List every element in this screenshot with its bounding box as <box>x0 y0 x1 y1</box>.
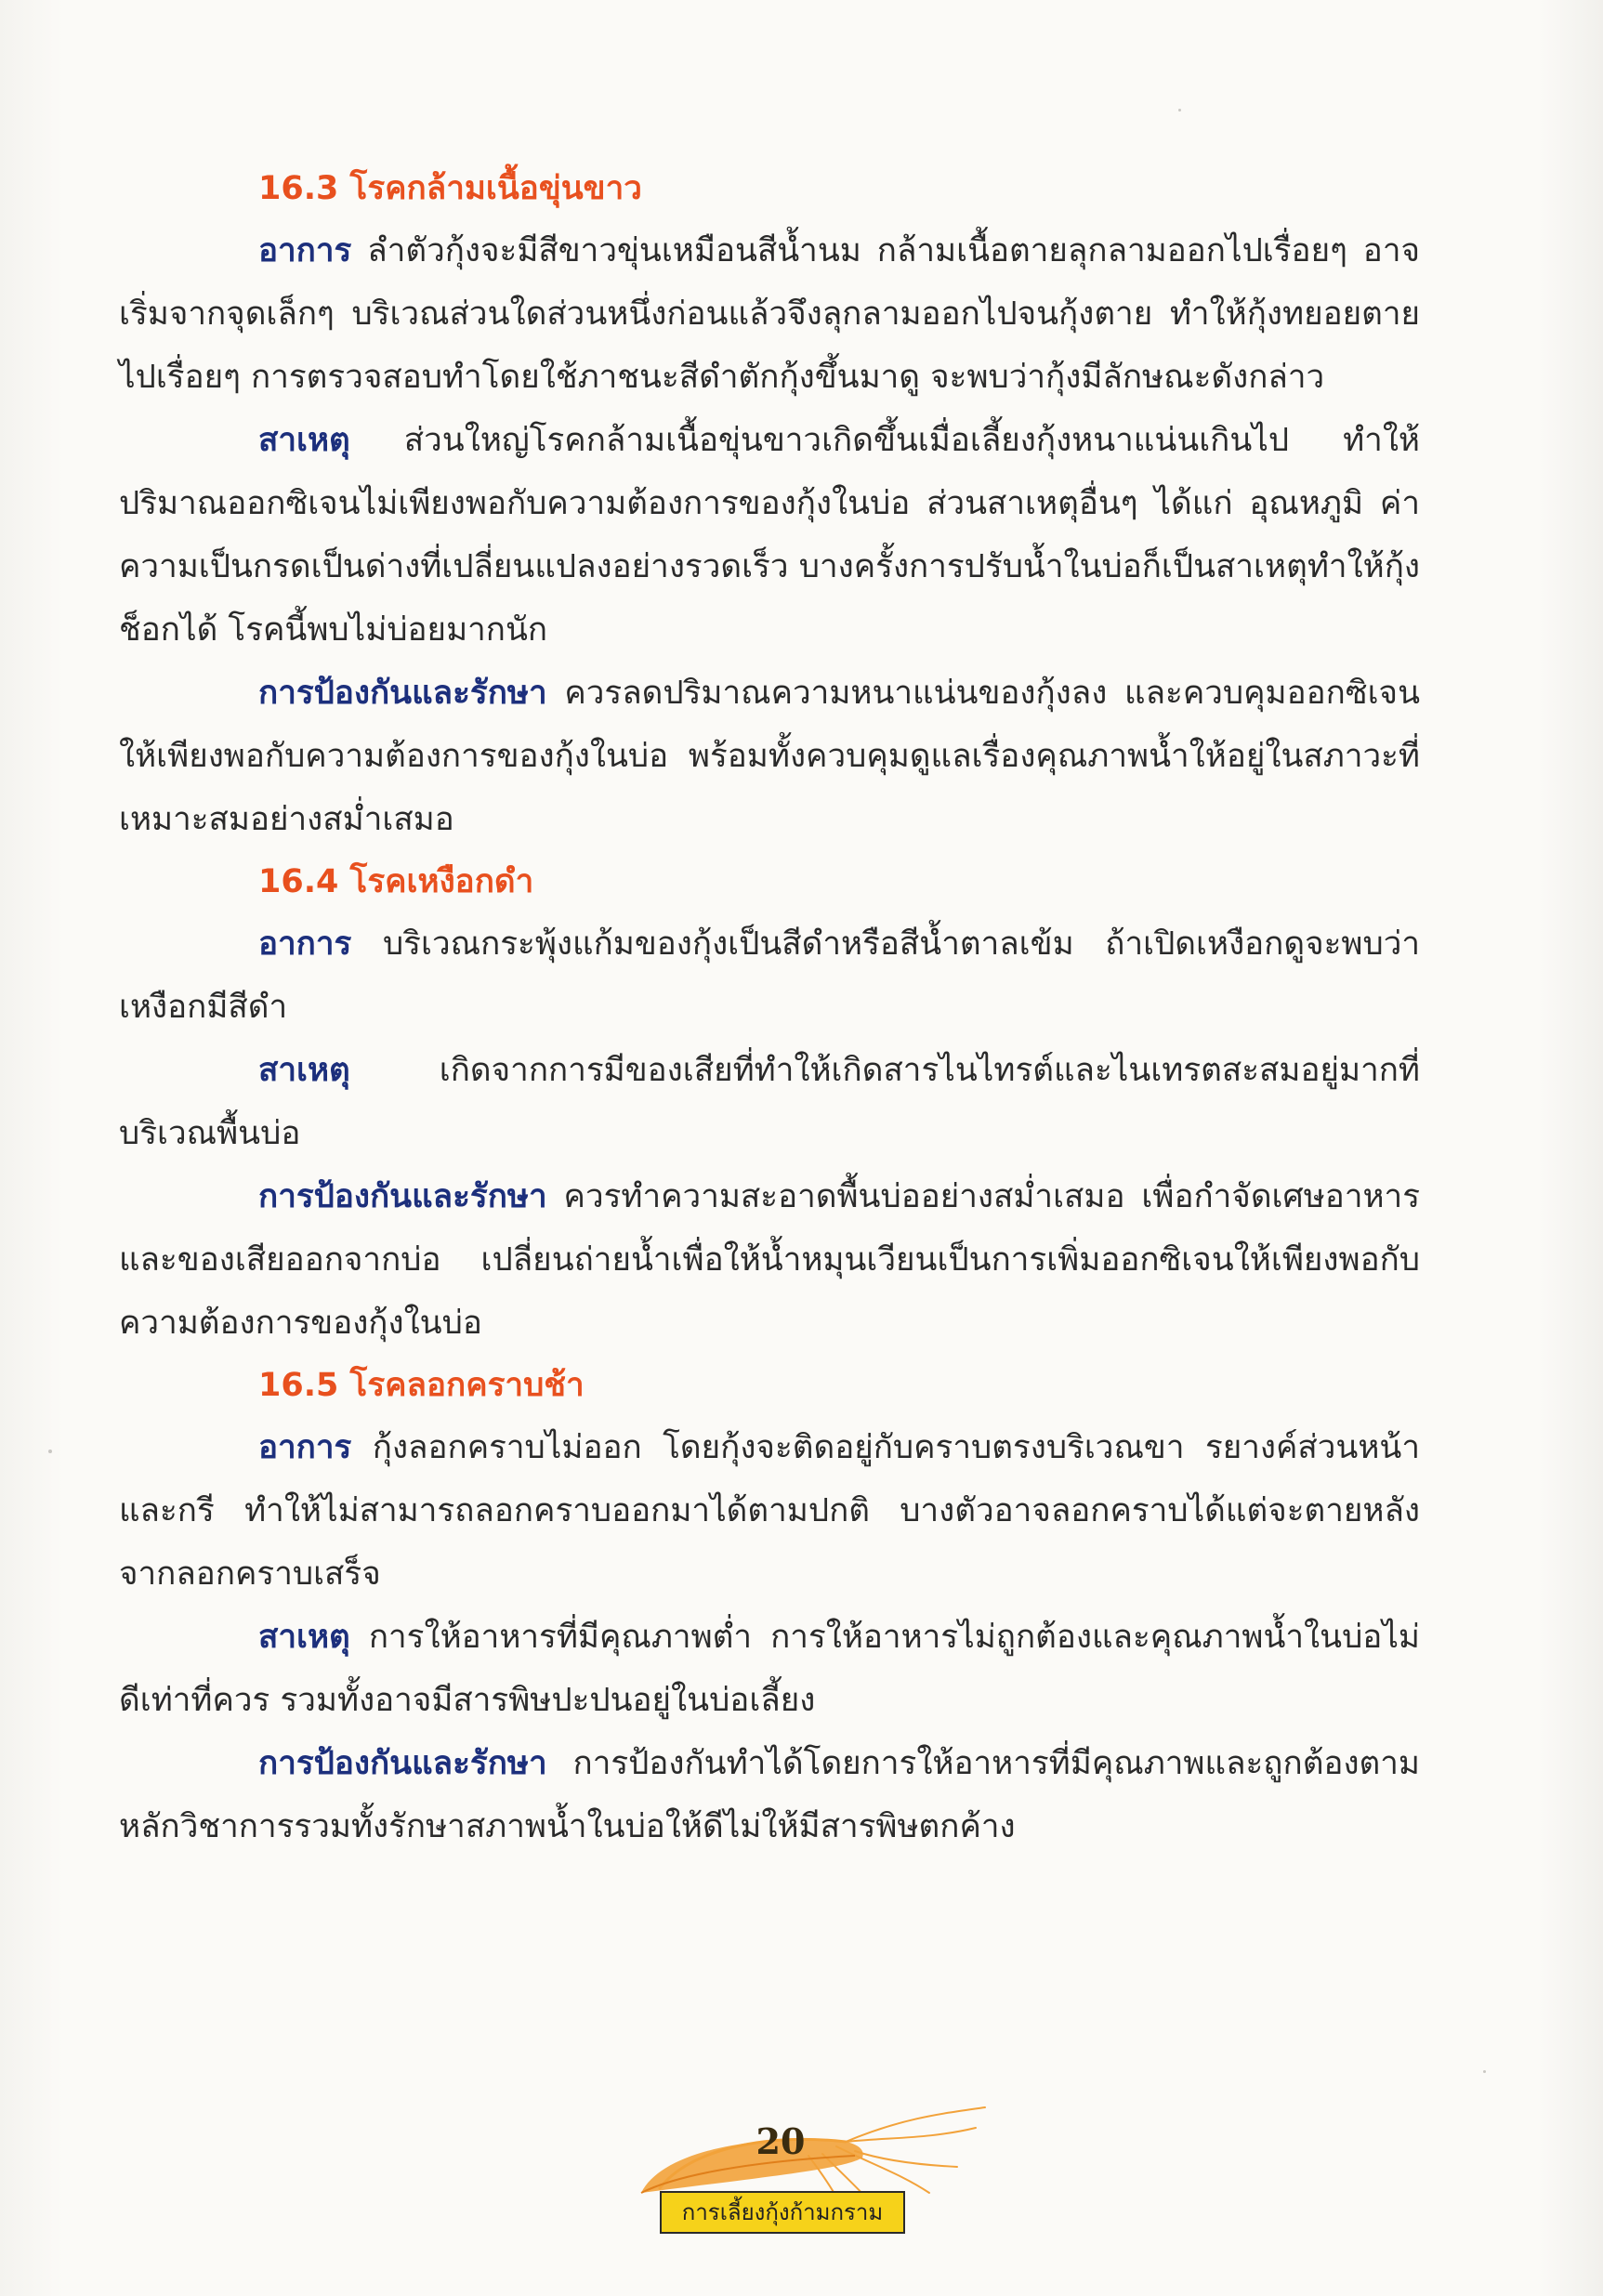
paragraph-text: การให้อาหารที่มีคุณภาพต่ำ การให้อาหารไม่ถูกต้องและคุณภาพน้ำในบ่อไม่ดีเท่าที่ควร รวมทั้งอาจมีสารพิษปะปนอยู่ในบ่อเลี้ยง <box>119 1619 1420 1719</box>
paragraph-text: เกิดจากการมีของเสียที่ทำให้เกิดสารไนไทรต์และไนเทรตสะสมอยู่มากที่บริเวณพื้นบ่อ <box>119 1052 1420 1152</box>
paragraph-label: อาการ <box>258 232 352 269</box>
paragraph-text: การป้องกันทำได้โดยการให้อาหารที่มีคุณภาพและถูกต้องตามหลักวิชาการรวมทั้งรักษาสภาพน้ำในบ่อให้ดีไม่ให้มีสารพิษตกค้าง <box>119 1745 1420 1845</box>
paragraph-prevention <box>119 1165 1420 1355</box>
paragraph-label: สาเหตุ <box>258 1619 350 1656</box>
page-content <box>119 158 1420 1858</box>
paragraph-label: สาเหตุ <box>258 422 350 459</box>
paragraph-prevention <box>119 662 1420 851</box>
paragraph-cause <box>119 1606 1420 1732</box>
paragraph-label: การป้องกันและรักษา <box>258 1745 547 1782</box>
scan-speck <box>1483 2070 1486 2073</box>
page-number: 20 <box>756 2120 806 2162</box>
paragraph-text: ลำตัวกุ้งจะมีสีขาวขุ่นเหมือนสีน้ำนม กล้ามเนื้อตายลุกลามออกไปเรื่อยๆ อาจเริ่มจากจุดเล็กๆ บริเวณส่วนใดส่วนหนึ่งก่อนแล้วจึงลุกลามออกไปจนกุ้งตาย ทำให้กุ้งทยอยตายไปเรื่อยๆ การตรวจสอบทำโดยใช้ภาชนะสีดำตักกุ้งขึ้นมาดู จะพบว่ากุ้งมีลักษณะดังกล่าว <box>119 232 1420 396</box>
paragraph-symptoms <box>119 912 1420 1039</box>
scan-speck <box>48 1450 52 1453</box>
scan-speck <box>1178 109 1181 112</box>
paragraph-label: การป้องกันและรักษา <box>258 675 547 712</box>
paragraph-label: อาการ <box>258 925 352 963</box>
paragraph-text: ควรทำความสะอาดพื้นบ่ออย่างสม่ำเสมอ เพื่อกำจัดเศษอาหารและของเสียออกจากบ่อ เปลี่ยนถ่ายน้ำเพื่อให้น้ำหมุนเวียนเป็นการเพิ่มออกซิเจนให้เพียงพอกับความต้องการของกุ้งในบ่อ <box>119 1178 1420 1342</box>
paragraph-text: ควรลดปริมาณความหนาแน่นของกุ้งลง และควบคุมออกซิเจนให้เพียงพอกับความต้องการของกุ้งในบ่อ พร้อมทั้งควบคุมดูแลเรื่องคุณภาพน้ำให้อยู่ในสภาวะที่เหมาะสมอย่างสม่ำเสมอ <box>119 675 1420 838</box>
paragraph-label: สาเหตุ <box>258 1052 350 1089</box>
section-heading: 16.4 โรคเหงือกดำ <box>258 863 534 900</box>
paragraph-text: บริเวณกระพุ้งแก้มของกุ้งเป็นสีดำหรือสีน้ำตาลเข้ม ถ้าเปิดเหงือกดูจะพบว่าเหงือกมีสีดำ <box>119 925 1420 1026</box>
paragraph-prevention <box>119 1732 1420 1858</box>
paragraph-label: การป้องกันและรักษา <box>258 1178 547 1215</box>
section-16-5 <box>119 1355 1420 1858</box>
paragraph-label: อาการ <box>258 1429 352 1466</box>
section-16-4 <box>119 851 1420 1355</box>
paragraph-cause <box>119 409 1420 662</box>
paragraph-cause <box>119 1039 1420 1165</box>
section-16-3 <box>119 158 1420 851</box>
paragraph-text: ส่วนใหญ่โรคกล้ามเนื้อขุ่นขาวเกิดขึ้นเมื่อเลี้ยงกุ้งหนาแน่นเกินไป ทำให้ปริมาณออกซิเจนไม่เพียงพอกับความต้องการของกุ้งในบ่อ ส่วนสาเหตุอื่นๆ ได้แก่ อุณหภูมิ ค่าความเป็นกรดเป็นด่างที่เปลี่ยนแปลงอย่างรวดเร็ว บางครั้งการปรับน้ำในบ่อก็เป็นสาเหตุทำให้กุ้งช็อกได้ โรคนี้พบไม่บ่อยมากนัก <box>119 422 1420 649</box>
paragraph-symptoms <box>119 1416 1420 1606</box>
page-footer <box>623 2100 994 2239</box>
section-heading: 16.5 โรคลอกคราบช้า <box>258 1367 585 1404</box>
paragraph-text: กุ้งลอกคราบไม่ออก โดยกุ้งจะติดอยู่กับคราบตรงบริเวณขา รยางค์ส่วนหน้าและกรี ทำให้ไม่สามารถลอกคราบออกมาได้ตามปกติ บางตัวอาจลอกคราบได้แต่จะตายหลังจากลอกคราบเสร็จ <box>119 1429 1420 1593</box>
book-title-badge: การเลี้ยงกุ้งก้ามกราม <box>660 2191 905 2234</box>
section-heading: 16.3 โรคกล้ามเนื้อขุ่นขาว <box>258 170 642 207</box>
paragraph-symptoms <box>119 219 1420 409</box>
